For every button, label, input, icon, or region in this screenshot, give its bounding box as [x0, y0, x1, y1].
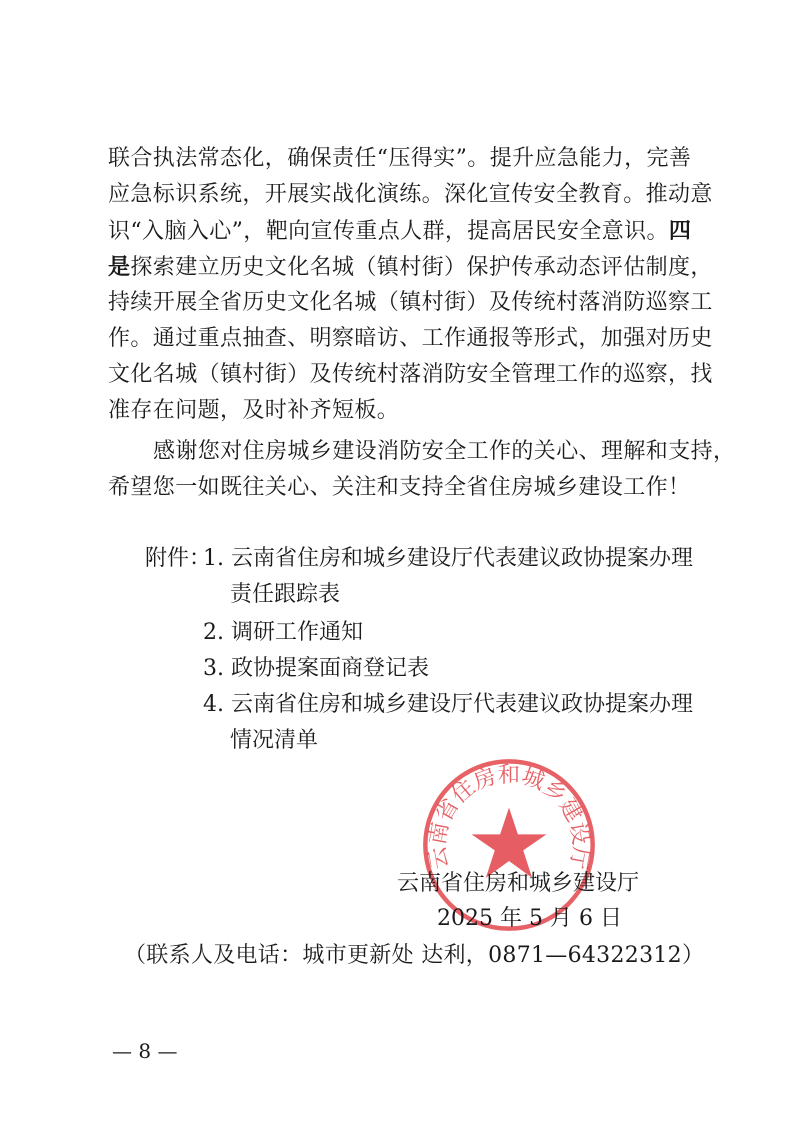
- seal-text: 云南省住房和城乡建设厅: [424, 761, 594, 872]
- attachment-item-3: 3. 政协提案面商登记表: [203, 656, 429, 681]
- body-line-7: 文化名城（镇村街）及传统村落消防安全管理工作的巡察，找: [108, 362, 713, 387]
- attachment-item-2: 2. 调研工作通知: [203, 620, 363, 645]
- contact-info: （联系人及电话：城市更新处 达利，0871—64322312）: [124, 943, 705, 968]
- thanks-line-2: 希望您一如既往关心、关注和支持全省住房城乡建设工作！: [108, 475, 691, 500]
- attachments-label: 附件：: [145, 546, 212, 571]
- signature-date: 2025 年 5 月 6 日: [437, 906, 622, 931]
- body-line-6: 作。通过重点抽查、明察暗访、工作通报等形式，加强对历史: [108, 326, 713, 351]
- signature-org: 云南省住房和城乡建设厅: [397, 871, 640, 896]
- attachment-item-1: 1. 云南省住房和城乡建设厅代表建议政协提案办理: [203, 546, 693, 571]
- body-line-3: [108, 215, 691, 248]
- attachment-item-4: 4. 云南省住房和城乡建设厅代表建议政协提案办理: [203, 692, 693, 717]
- body-line-5: 持续开展全省历史文化名城（镇村街）及传统村落消防巡察工: [108, 290, 713, 315]
- body-line-4-text: 探索建立历史文化名城（镇村街）保护传承动态评估制度，: [130, 255, 713, 280]
- bold-marker-shi: 是: [108, 254, 131, 280]
- body-line-1: 联合执法常态化，确保责任“压得实”。提升应急能力，完善: [108, 146, 692, 171]
- body-line-2: 应急标识系统，开展实战化演练。深化宣传安全教育。推动意: [108, 182, 713, 207]
- attachment-item-4-cont: 情况清单: [230, 728, 319, 753]
- body-line-4: [108, 251, 713, 284]
- body-line-8: 准存在问题，及时补齐短板。: [108, 398, 400, 423]
- attachment-item-1-cont: 责任跟踪表: [230, 582, 341, 607]
- thanks-line-1: 感谢您对住房城乡建设消防安全工作的关心、理解和支持，: [153, 439, 736, 464]
- body-line-3-text: 识“入脑入心”，靶向宣传重点人群，提高居民安全意识。: [108, 219, 669, 244]
- bold-marker-four: 四: [668, 218, 692, 244]
- page-number: — 8 —: [112, 1039, 178, 1063]
